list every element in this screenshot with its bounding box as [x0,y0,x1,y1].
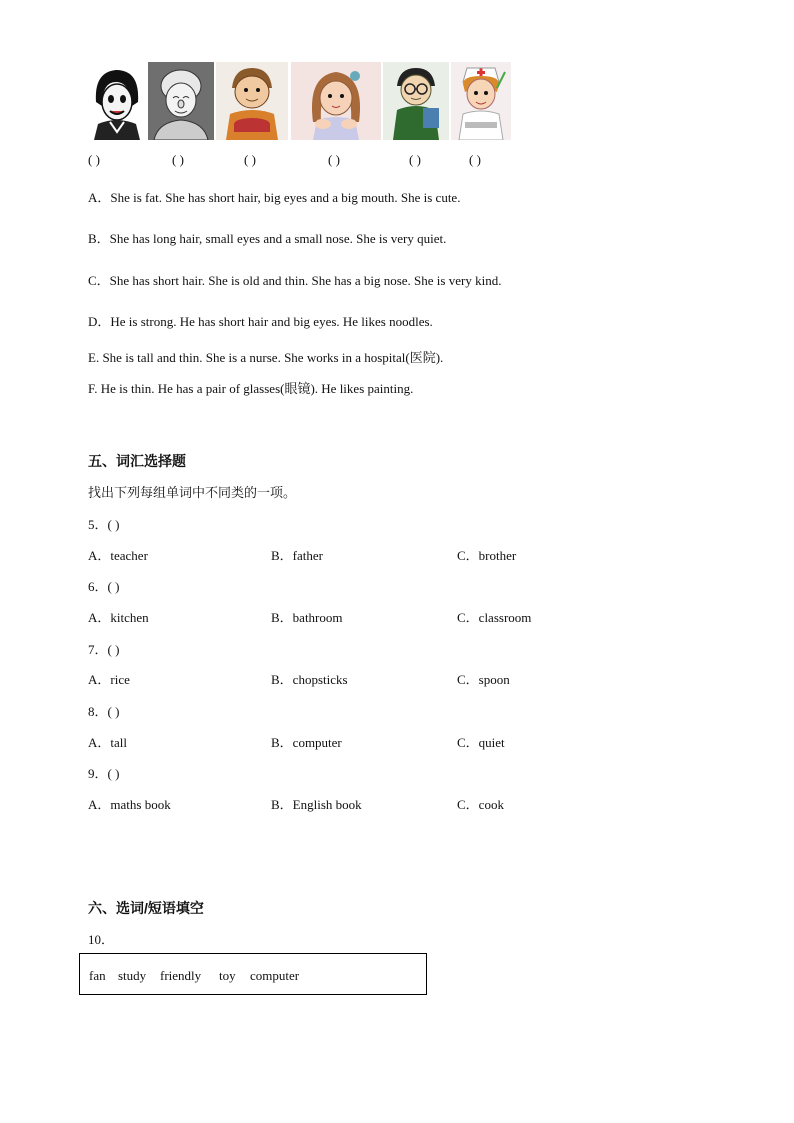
picture-blank-1: ( ) [88,152,100,167]
woman-short-hair-icon [86,62,146,140]
description-label: A． [88,190,111,205]
answer-blank: ( ) [107,517,120,532]
option-a: A．maths book [88,797,171,812]
word-bank-item: computer [250,968,300,983]
picture-boy-noodles [216,62,288,140]
picture-woman-short-hair [86,62,146,140]
boy-noodles-icon [216,62,288,140]
old-woman-icon [148,62,214,140]
description-b [88,228,446,247]
description-text: She is tall and thin. She is a nurse. She works in a hospital(医院). [102,350,444,365]
description-f [88,378,413,397]
picture-blank-2: ( ) [172,152,184,167]
section-5-instruction: 找出下列每组单词中不同类的一项。 [88,486,297,501]
picture-girl-long-hair [291,62,381,140]
picture-blank-6: ( ) [469,152,481,167]
option-c: C．spoon [457,672,510,687]
picture-blank-3: ( ) [244,152,256,167]
picture-blank-4: ( ) [328,152,340,167]
option-a: A．teacher [88,548,148,563]
description-label: D． [88,314,111,329]
option-b: B．father [271,548,323,563]
word-bank-item: study [118,968,147,983]
picture-blank-5: ( ) [409,152,421,167]
option-c: C．classroom [457,610,532,625]
description-text: She has long hair, small eyes and a small nose. She is very quiet. [109,231,447,246]
option-b: B．chopsticks [271,672,348,687]
description-text: She is fat. She has short hair, big eyes and a big mouth. She is cute. [110,190,461,205]
option-a: A．tall [88,735,127,750]
nurse-icon [451,62,511,140]
answer-blank: ( ) [107,642,120,657]
answer-blank: ( ) [107,579,120,594]
question-number: 9． [88,766,108,781]
picture-nurse [451,62,511,140]
description-text: He is strong. He has short hair and big eyes. He likes noodles. [110,314,433,329]
description-label: B． [88,231,110,246]
option-b: B．bathroom [271,610,343,625]
word-bank-item: toy [219,968,236,983]
description-c [88,270,501,289]
description-d [88,311,433,330]
option-c: C．cook [457,797,504,812]
answer-blank: ( ) [107,766,120,781]
girl-long-hair-icon [291,62,381,140]
answer-blank: ( ) [107,704,120,719]
word-bank-item: friendly [160,968,202,983]
option-a: A．rice [88,672,130,687]
word-bank-item: fan [89,968,106,983]
question-number: 8． [88,704,108,719]
picture-old-woman [148,62,214,140]
question-number: 6． [88,579,108,594]
section-5-title: 五、词汇选择题 [88,453,186,469]
question-10-number: 10． [88,932,115,947]
option-c: C．quiet [457,735,505,750]
question-number: 5． [88,517,108,532]
description-label: F. [88,381,98,396]
option-c: C．brother [457,548,517,563]
picture-boy-glasses [383,62,449,140]
description-label: C． [88,273,110,288]
description-text: He is thin. He has a pair of glasses(眼镜). He likes painting. [100,381,414,396]
description-label: E. [88,350,100,365]
option-a: A．kitchen [88,610,149,625]
word-bank-box [79,953,427,995]
boy-glasses-icon [383,62,449,140]
option-b: B．English book [271,797,362,812]
section-6-title: 六、选词/短语填空 [88,900,204,916]
description-text: She has short hair. She is old and thin. She has a big nose. She is very kind. [109,273,502,288]
option-b: B．computer [271,735,342,750]
description-a [88,187,460,206]
question-number: 7． [88,642,108,657]
description-e [88,347,443,366]
